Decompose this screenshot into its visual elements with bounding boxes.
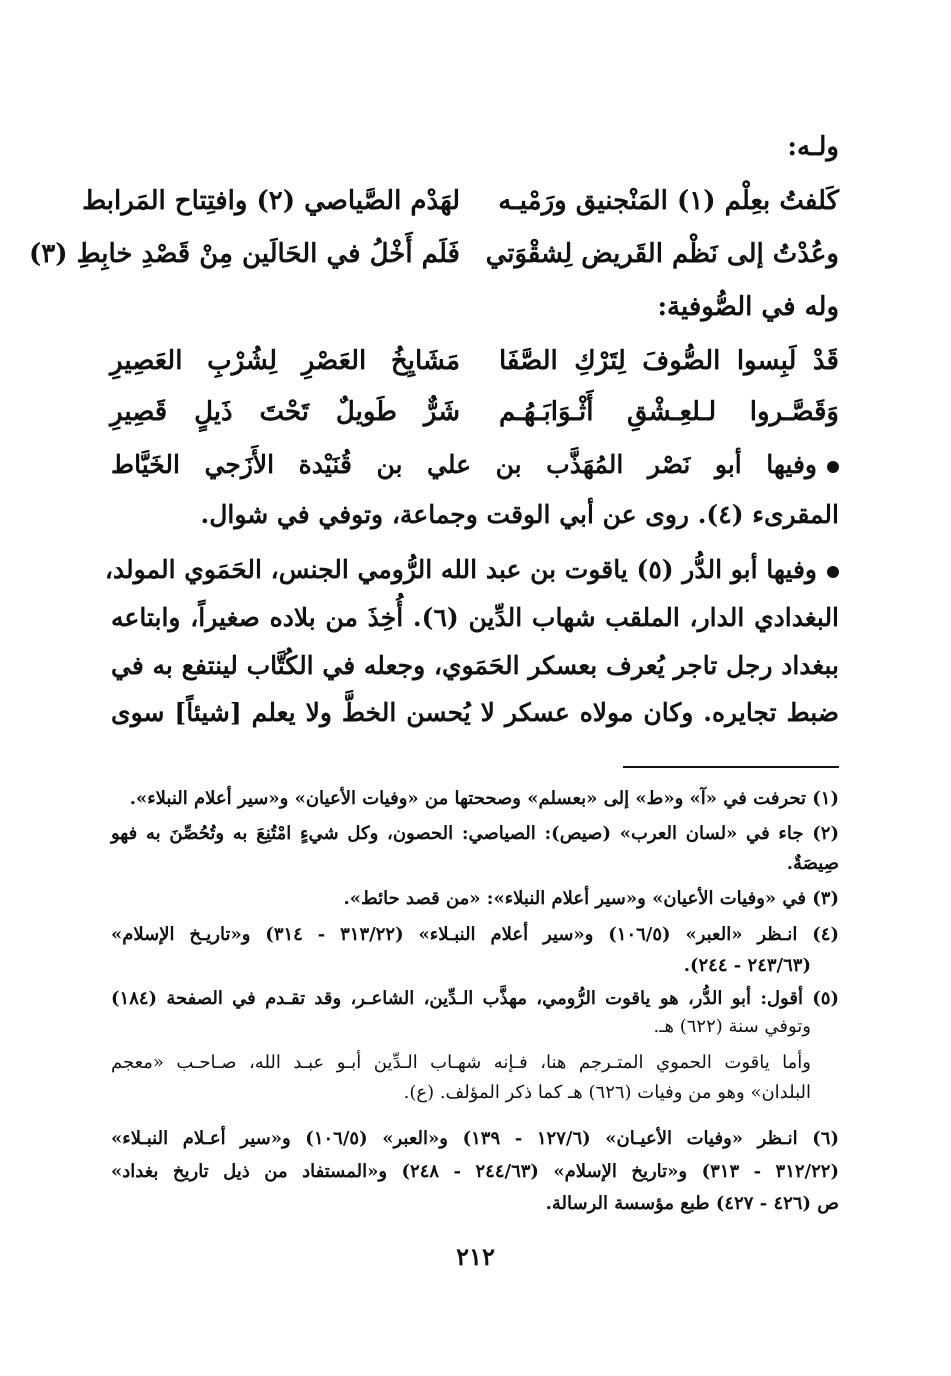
footnote: (٢) جاء في «لسان العرب» (صيص): الصياصي: الحصون، وكل شيءٍ امْتُنِعَ به وتُحُصِّنَ به فهو xyxy=(111,823,839,844)
verse-hemistich: قَدْ لَبِسوا الصُّوفَ لِتَرْكِ الصَّفَا xyxy=(499,346,839,376)
footnote: (٥) أقول: أبو الدُّر، هو ياقوت الرُّومي، مهذَّب الـدِّين، الشاعـر، وقد تقـدم في الصفحة (١٨٤) xyxy=(111,988,839,1009)
verse-hemistich: كَلفتُ بعِلْم (١) المَنْجنيق ورَمْيـه xyxy=(498,186,839,216)
verse-hemistich: لهَدْم الصَّياصي (٢) وافتِتاح المَرابط xyxy=(82,186,460,216)
footnote: (٣١٢/٢٢ - ٣١٣) و«تاريخ الإسلام» (٢٤٤/٦٣ - ٢٤٨) و«المستفاد من ذيل تاريخ بغداد» xyxy=(111,1161,839,1182)
poem-intro: وله في الصُّوفية: xyxy=(657,292,839,322)
footnote: (٣) في «وفيات الأعيان» و«سير أعلام النبلاء»: «من قصد حائط». xyxy=(343,888,839,909)
footnote: (٤) انـظر «العبر» (١٠٦/٥) و«سير أعلام النبـلاء» (٣١٣/٢٢ - ٣١٤) و«تاريـخ الإسلام» xyxy=(111,924,839,945)
entry-paragraph-line: وفيها أبو نَصْر المُهَذَّب بن علي بن قُنَيْدة الأَزَجي الخَيَّاط xyxy=(111,450,839,479)
verse-hemistich: وعُدْتُ إلى نَظْم القَريض لِشقْوَتي xyxy=(485,239,839,269)
footnote: صِيصَةٌ. xyxy=(786,853,839,874)
footnote: وتوفي سنة (٦٢٢) هـ. xyxy=(653,1016,811,1037)
entry-paragraph-line: المقرىء (٤). روى عن أبي الوقت وجماعة، وتوفي في شوال. xyxy=(200,500,839,529)
bullet-icon xyxy=(827,566,839,578)
page-number: ٢١٢ xyxy=(456,1242,495,1271)
entry-paragraph-line: وفيها أبو الدُّر (٥) ياقوت بن عبد الله الرُّومي الجنس، الحَمَوي المولد، xyxy=(111,555,839,584)
verse-hemistich: شَرٌّ طَويلٌ تَحْتَ ذَيلٍ قَصِيرِ xyxy=(110,397,460,427)
entry-paragraph-line: ضبط تجايره. وكان مولاه عسكر لا يُحسن الخطَّ ولا يعلم [شيئاً] سوى xyxy=(111,698,839,727)
bullet-icon xyxy=(827,461,839,473)
footnote: ص (٤٢٦ - ٤٢٧) طبع مؤسسة الرسالة. xyxy=(545,1193,839,1214)
entry-paragraph-line: البغدادي الدار، الملقب شهاب الدِّين (٦). أُخِذَ من بلاده صغيراً، وابتاعه xyxy=(111,603,840,632)
entry-paragraph-line: ببغداد رجل تاجر يُعرف بعسكر الحَمَوي، وجعله في الكُتَّاب لينتفع به في xyxy=(111,651,839,680)
footnote: وأما ياقوت الحموي المتـرجم هنا، فـإنه شهـاب الـدِّين أبـو عبـد الله، صـاحـب «معجم xyxy=(111,1052,811,1073)
footnote-separator xyxy=(623,766,839,768)
footnote: (٦) انـظر «وفيات الأعيـان» (١٢٧/٦ - ١٣٩) و«العبر» (١٠٦/٥) و«سير أعـلام النبـلاء» xyxy=(111,1128,839,1149)
footnote: البلدان» وهو من وفيات (٦٢٦) هـ كما ذكر المؤلف. (ع). xyxy=(403,1082,811,1103)
verse-hemistich: وَقَصَّـروا لـلعِـشْقِ أَثْـوَابَـهُـم xyxy=(499,397,839,427)
verse-hemistich: فَلَم أَخْلُ في الحَالَين مِنْ قَصْدِ خابِطِ (٣) xyxy=(28,239,460,269)
poem-intro: ولـه: xyxy=(787,132,839,162)
footnote: (١) تحرفت في «آ» و«ط» إلى «بعسلم» وصححتها من «وفيات الأعيان» و«سير أعلام النبلاء». xyxy=(129,788,839,809)
verse-hemistich: مَشَايِخُ العَصْرِ لِشُرْبِ العَصِيرِ xyxy=(110,346,460,376)
footnote: (٢٤٣/٦٣ - ٢٤٤). xyxy=(683,955,811,976)
